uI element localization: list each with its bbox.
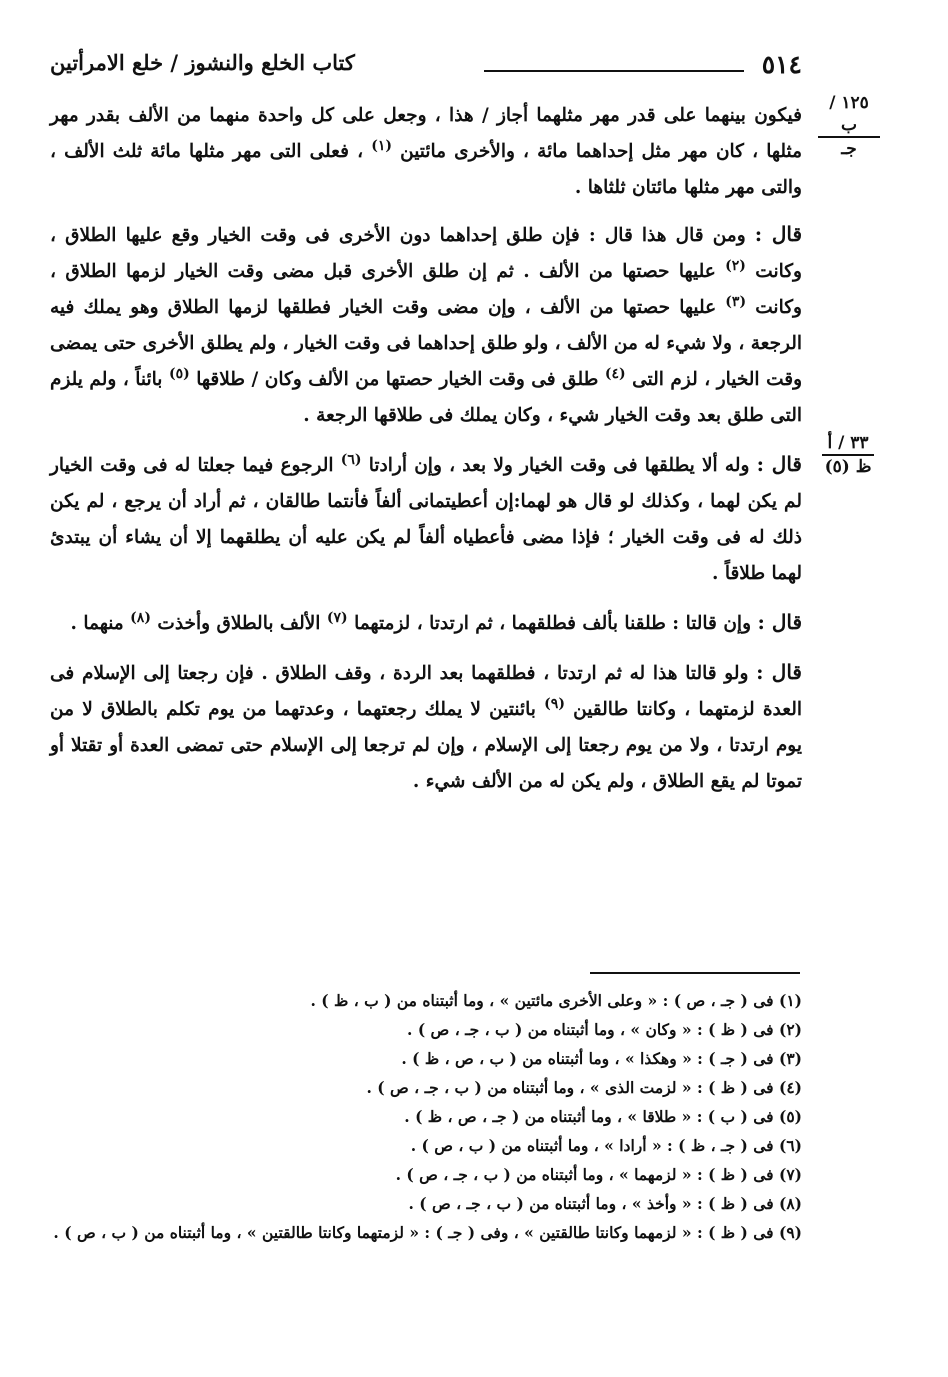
margin-note	[818, 92, 880, 160]
footnote: (٢) فى ( ظ ) : « وكان » ، وما أثبتناه من ( ب ، جـ ، ص ) .	[407, 1020, 802, 1039]
footnote: (٨) فى ( ظ ) : « وأخذ » ، وما أثبتناه من ( ب ، جـ ، ص ) .	[408, 1194, 802, 1213]
paragraph-keyword: قال :	[756, 660, 802, 684]
footnote-marker: (٢)	[725, 257, 746, 274]
footnote: (٦) فى ( جـ ، ظ ) : « أرادا » ، وما أثبتناه من ( ب ، ص ) .	[410, 1136, 802, 1155]
page-number: ٥١٤	[761, 50, 802, 79]
footnote-marker: (٩)	[544, 695, 565, 712]
text-run: فيكون بينهما على قدر مهر مثلهما أجاز / هذا ، وجعل على كل واحدة منهما من الألف بقدر مهر مثلها ، كان مهر مثل إحداهما مائة ، والأخرى مائتين	[50, 105, 803, 162]
paragraph	[50, 654, 802, 800]
footnote-marker: (٣)	[725, 293, 747, 310]
text-run: ، فعلى التى مهر مثلها مائة ثلث الألف ، والتى مهر مثلها مائتان ثلثاها .	[50, 141, 802, 198]
text-run: طلق فى وقت الخيار حصتها من الألف وكان / طلاقها	[196, 369, 599, 390]
footnote-marker: (٥)	[168, 365, 190, 382]
main-text	[50, 98, 802, 812]
footnote-separator	[590, 972, 800, 974]
paragraph	[50, 216, 802, 434]
text-run: الرجوع فيما جعلتا له فى وقت الخيار لم يكن لهما ، وكذلك لو قال هو لهما:إن أعطيتمانى ألفاً فأنتما طالقان ، ثم أراد أن يرجع ، لم يكن ذلك له فى وقت الخيار ؛ فإذا مضى فأعطياه ألفاً لم يكن عليه أن يطلقهما إلا أن يشاء أن يبتدئ لهما طلاقاً .	[50, 455, 802, 584]
footnote-marker: (٦)	[340, 451, 362, 468]
margin-note-manuscript: ظ (٥)	[824, 457, 872, 477]
margin-note	[822, 432, 874, 478]
footnote: (٧) فى ( ظ ) : « لزمهما » ، وما أثبتناه من ( ب ، جـ ، ص ) .	[395, 1165, 802, 1184]
margin-note-ref: ١٢٥ / ب	[818, 92, 880, 138]
text-run: بائنتين لا يملك رجعتهما ، وعدتهما من يوم تكلم بالطلاق لا من يوم ارتدتا ، ولا من يوم رجعتا إلى الإسلام ، وإن لم ترجعا إلى الإسلام حتى تمضى العدة أو تقتلا أو تموتا لم يقع الطلاق ، ولم يكن له من الألف شيء .	[50, 699, 802, 792]
running-title: كتاب الخلع والنشوز / خلع الامرأتين	[50, 50, 355, 75]
text-run: منهما .	[70, 613, 124, 634]
text-run: عليها حصتها من الألف . ثم إن طلق الأخرى قبل مضى وقت الخيار لزمها الطلاق ، وكانت	[50, 261, 802, 318]
text-run: عليها حصتها من الألف ، وإن مضى وقت الخيار فطلقها لزمها الطلاق وهو يملك فيه الرجعة ، ولا شيء له من الألف ، ولو طلق إحداهما فى وقت الخيار ، ولم يطلق الأخرى حتى يمضى وقت الخيار ، لزم التى	[50, 297, 803, 390]
text-run: الألف بالطلاق وأخذت	[157, 613, 321, 634]
paragraph-keyword: قال :	[754, 222, 803, 246]
footnote-marker: (٤)	[604, 365, 626, 382]
margin-note-ref: ٣٣ / أ	[822, 432, 874, 456]
paragraph	[50, 604, 802, 642]
footnote-marker: (٧)	[326, 609, 348, 626]
footnote: (٥) فى ( ب ) : « طلاقا » ، وما أثبتناه من ( جـ ، ص ، ظ ) .	[404, 1107, 802, 1126]
text-run: وله ألا يطلقها فى وقت الخيار ولا بعد ، وإن أرادتا	[368, 455, 750, 476]
text-run: ولو قالتا هذا له ثم ارتدتا ، فطلقهما بعد الردة ، وقف الطلاق . فإن رجعتا إلى الإسلام فى العدة لزمتهما ، وكانتا طالقين	[50, 663, 802, 720]
header-rule	[484, 70, 744, 72]
footnote-marker: (٨)	[130, 609, 151, 626]
paragraph-keyword: قال :	[756, 452, 802, 476]
footnote: (٩) فى ( ظ ) : « لزمهما وكانتا طالقتين » ، وفى ( جـ ) : « لزمتهما وكانتا طالقتين » ، وما أثبتناه من ( ب ، ص ) .	[53, 1223, 802, 1242]
paragraph-keyword: قال :	[757, 610, 802, 634]
text-run: ومن قال هذا قال : فإن طلق إحداهما دون الأخرى فى وقت الخيار وقع عليها الطلاق ، وكانت	[50, 225, 802, 282]
footnote: (١) فى ( جـ ، ص ) : « وعلى الأخرى مائتين » ، وما أثبتناه من ( ب ، ظ ) .	[310, 991, 802, 1010]
footnote: (٤) فى ( ظ ) : « لزمت الذى » ، وما أثبتناه من ( ب ، جـ ، ص ) .	[366, 1078, 802, 1097]
footnote-marker: (١)	[371, 137, 392, 154]
text-run: وإن قالتا : طلقنا بألف فطلقهما ، ثم ارتدتا ، لزمتهما	[354, 613, 752, 634]
page-header	[50, 48, 802, 88]
margin-note-manuscript: جـ	[841, 139, 857, 159]
footnotes	[50, 986, 802, 1247]
text-run: بائناً ، ولم يلزم التى طلق بعد وقت الخيار شيء ، وكان يملك فى طلاقها الرجعة .	[50, 369, 802, 426]
paragraph	[50, 98, 802, 206]
paragraph	[50, 446, 802, 592]
footnote: (٣) فى ( جـ ) : « وهكذا » ، وما أثبتناه من ( ب ، ص ، ظ ) .	[401, 1049, 802, 1068]
